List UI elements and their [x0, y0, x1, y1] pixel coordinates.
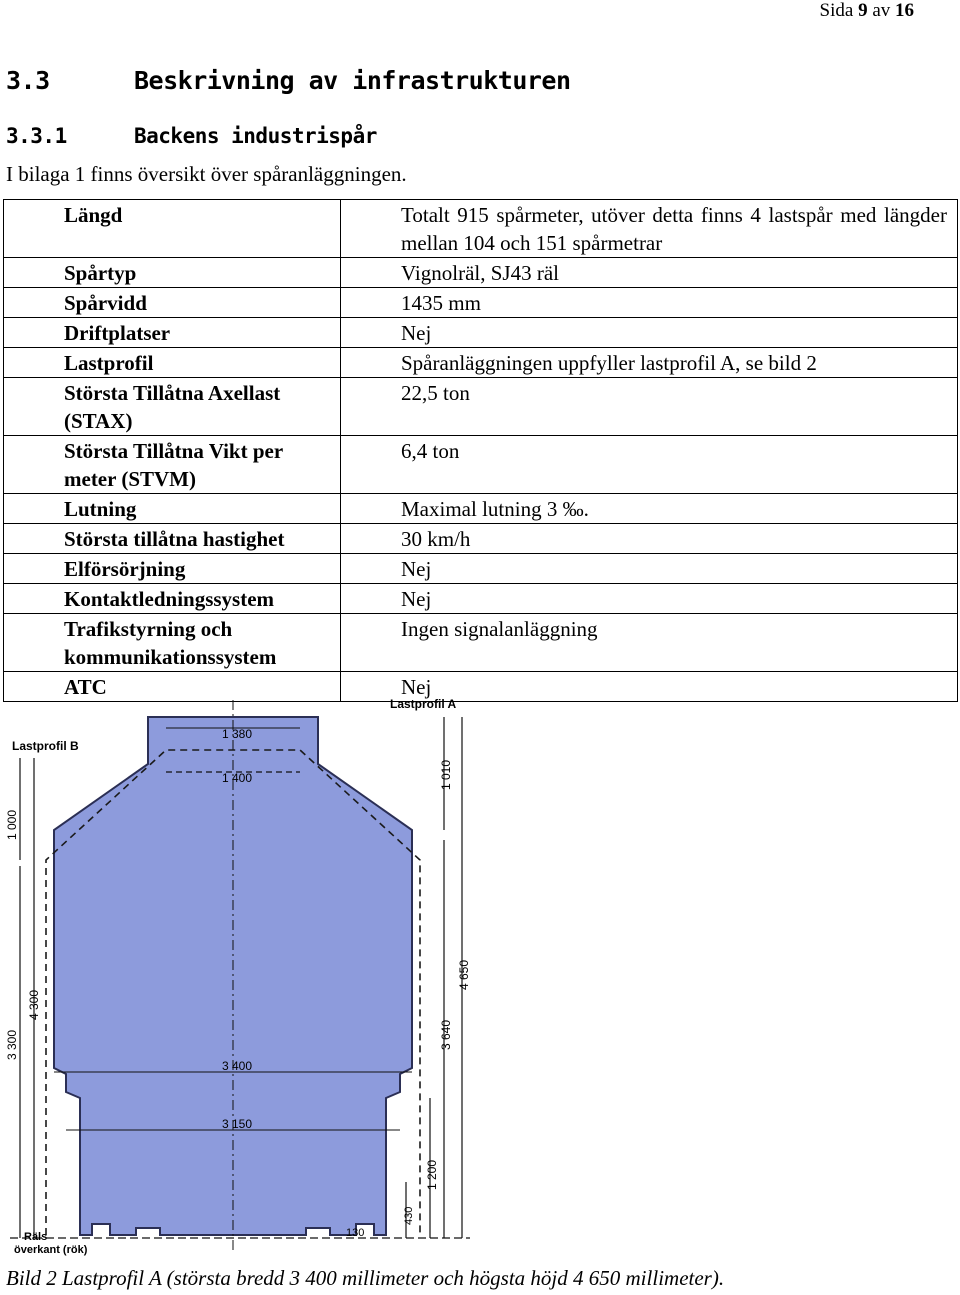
- row-label: Största Tillåtna Vikt per meter (STVM): [4, 436, 341, 494]
- table-row: [4, 258, 958, 288]
- section-heading: [6, 66, 571, 95]
- dim-4650: 4 650: [457, 959, 471, 990]
- row-value: Nej: [341, 584, 958, 614]
- row-label: Spårtyp: [4, 258, 341, 288]
- row-value: Nej: [341, 318, 958, 348]
- table-row: [4, 524, 958, 554]
- row-label: ATC: [4, 672, 341, 702]
- infrastructure-table: [3, 199, 958, 702]
- table-row: [4, 494, 958, 524]
- row-value: Vignolräl, SJ43 räl: [341, 258, 958, 288]
- dim-130: 130: [346, 1227, 365, 1239]
- dim-3400: 3 400: [222, 1059, 253, 1073]
- row-value: 30 km/h: [341, 524, 958, 554]
- dim-3300: 3 300: [5, 1029, 19, 1060]
- figure-caption: Bild 2 Lastprofil A (största bredd 3 400 millimeter och högsta höjd 4 650 millimeter).: [6, 1266, 725, 1290]
- dim-1380: 1 380: [222, 727, 253, 741]
- row-value: Nej: [341, 554, 958, 584]
- row-value: 22,5 ton: [341, 378, 958, 436]
- row-label: Lutning: [4, 494, 341, 524]
- table-row: [4, 348, 958, 378]
- subsection-number: 3.3.1: [6, 124, 67, 148]
- row-value: Maximal lutning 3 ‰.: [341, 494, 958, 524]
- row-label: Elförsörjning: [4, 554, 341, 584]
- dim-3150: 3 150: [222, 1117, 253, 1131]
- dim-3640: 3 640: [439, 1019, 453, 1050]
- table-row: [4, 554, 958, 584]
- table-row: [4, 614, 958, 672]
- table-row: [4, 288, 958, 318]
- row-label: Lastprofil: [4, 348, 341, 378]
- dim-430: 430: [403, 1206, 415, 1225]
- row-value: 6,4 ton: [341, 436, 958, 494]
- table-row: [4, 200, 958, 258]
- section-title: Beskrivning av infrastrukturen: [134, 66, 571, 95]
- rail-label-line2: överkant (rök): [14, 1244, 88, 1256]
- table-row: [4, 318, 958, 348]
- row-label: Spårvidd: [4, 288, 341, 318]
- dim-1200: 1 200: [425, 1159, 439, 1190]
- table-row: [4, 378, 958, 436]
- table-row: [4, 436, 958, 494]
- row-value: Ingen signalanläggning: [341, 614, 958, 672]
- dim-4300: 4 300: [27, 989, 41, 1020]
- row-value: Spåranläggningen uppfyller lastprofil A, se bild 2: [341, 348, 958, 378]
- row-value: 1435 mm: [341, 288, 958, 318]
- dim-1000: 1 000: [5, 809, 19, 840]
- label-profile-a: Lastprofil A: [390, 697, 457, 711]
- row-label: Kontaktledningssystem: [4, 584, 341, 614]
- subsection-heading: [6, 124, 377, 148]
- page-number: Sida 9 av 16: [819, 0, 914, 21]
- dim-1400: 1 400: [222, 771, 253, 785]
- subsection-title: Backens industrispår: [134, 124, 377, 148]
- label-profile-b: Lastprofil B: [12, 739, 79, 753]
- row-label: Största Tillåtna Axellast (STAX): [4, 378, 341, 436]
- loading-gauge-diagram: [0, 690, 480, 1260]
- table-row: [4, 584, 958, 614]
- row-label: Längd: [4, 200, 341, 258]
- row-label: Driftplatser: [4, 318, 341, 348]
- rail-label-line1: Räls: [24, 1231, 48, 1243]
- row-value: Nej: [341, 672, 958, 702]
- row-label: Trafikstyrning och kommunikationssystem: [4, 614, 341, 672]
- section-number: 3.3: [6, 66, 50, 95]
- row-label: Största tillåtna hastighet: [4, 524, 341, 554]
- intro-text: I bilaga 1 finns översikt över spåranläggningen.: [6, 162, 407, 186]
- dim-1010: 1 010: [439, 759, 453, 790]
- row-value: Totalt 915 spårmeter, utöver detta finns 4 lastspår med längder mellan 104 och 151 spårmetrar: [341, 200, 958, 258]
